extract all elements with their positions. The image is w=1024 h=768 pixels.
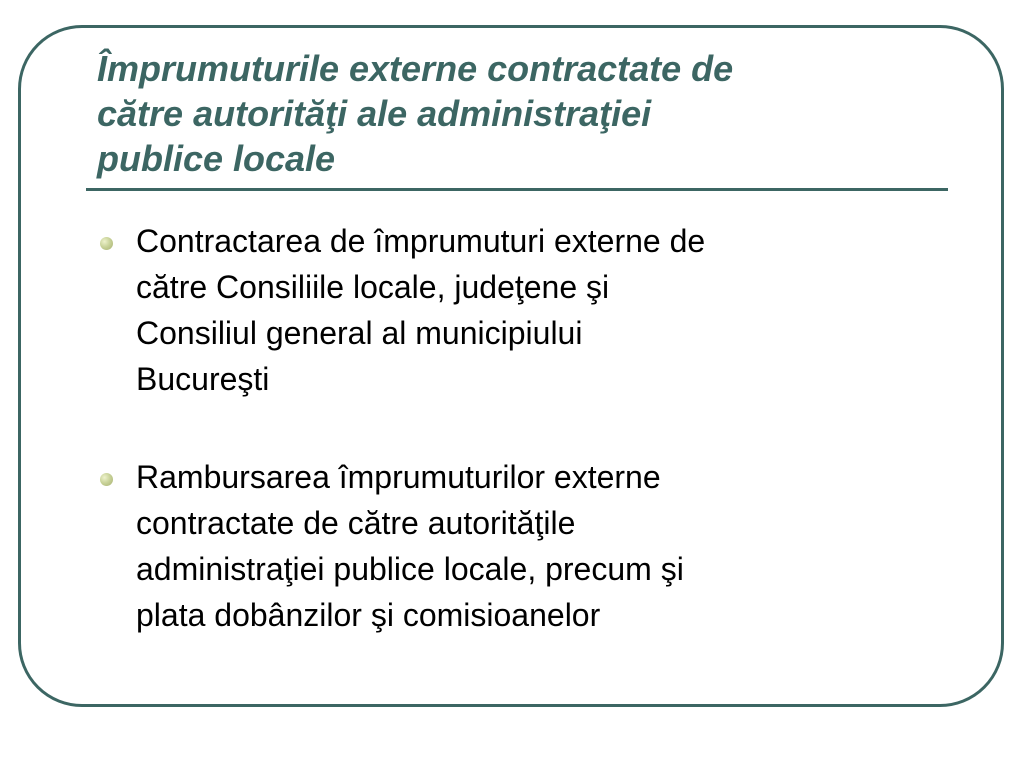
bullet-line: Rambursarea împrumuturilor externe <box>136 459 661 495</box>
bullet-line: administraţiei publice locale, precum şi <box>136 551 684 587</box>
bullet-line: contractate de către autorităţile <box>136 505 576 541</box>
bullet-text <box>136 218 960 402</box>
bullet-line: Consiliul general al municipiului <box>136 315 583 351</box>
title-line: către autorităţi ale administraţiei <box>97 93 652 134</box>
title-line: Împrumuturile externe contractate de <box>97 48 734 89</box>
title-divider <box>86 188 948 191</box>
bullet-line: Contractarea de împrumuturi externe de <box>136 223 706 259</box>
bullet-line: plata dobânzilor şi comisioanelor <box>136 597 601 633</box>
bullet-dot-icon <box>100 473 113 486</box>
slide-title <box>97 46 947 181</box>
bullet-dot-icon <box>100 237 113 250</box>
title-line: publice locale <box>97 138 336 179</box>
bullet-line: Bucureşti <box>136 361 270 397</box>
bullet-line: către Consiliile locale, judeţene şi <box>136 269 610 305</box>
bullet-item <box>100 218 960 402</box>
bullet-text <box>136 454 960 638</box>
bullet-list <box>100 218 960 638</box>
bullet-item <box>100 454 960 638</box>
